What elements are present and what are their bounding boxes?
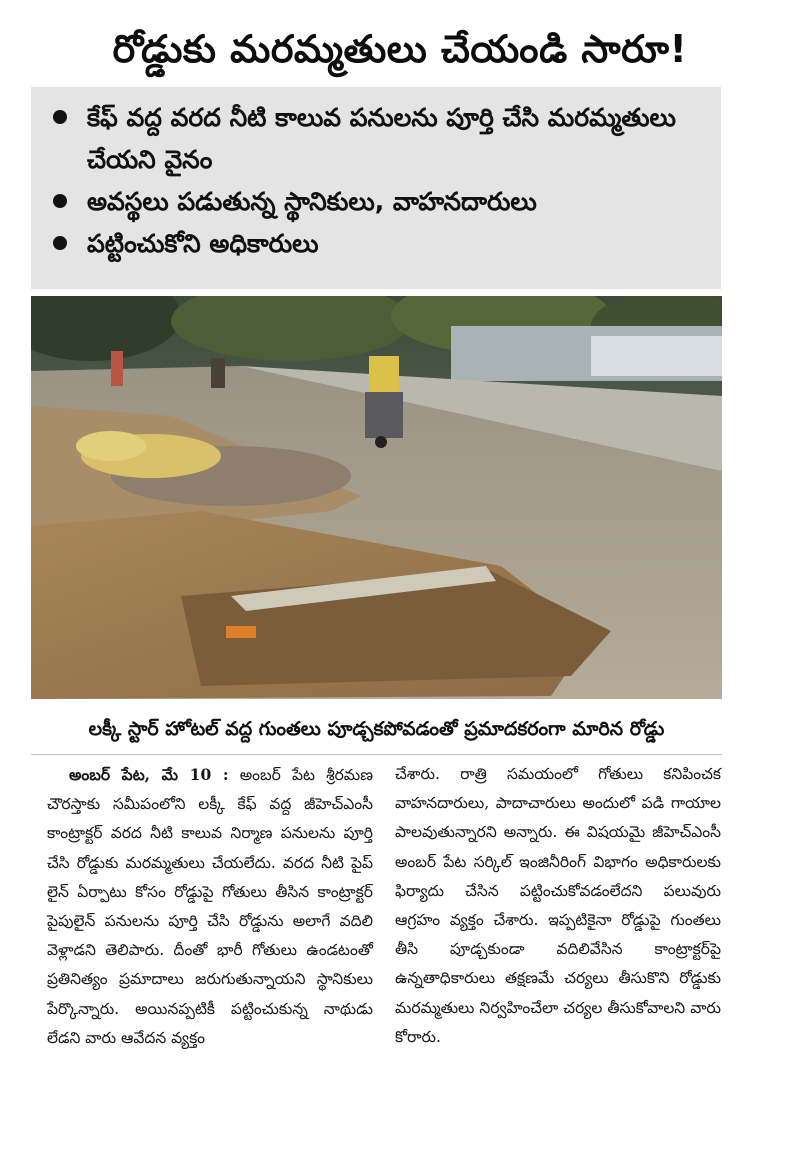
highlight-item [53, 97, 703, 181]
article-column-right [395, 760, 721, 1052]
news-photo [31, 296, 722, 699]
highlight-text: అవస్థలు పడుతున్న స్థానికులు, వాహనదారులు [87, 187, 537, 216]
article-text-left: అంబర్ పేట శ్రీరమణ చౌరస్తాకు సమీపంలోని లక్కీ కేఫ్ వద్ద జీహెచ్ఎంసీ కాంట్రాక్టర్ వరద నీటి కాలువ నిర్మాణ పనులను పూర్తి చేసి రోడ్డుకు మరమ్మతులు చేయలేదు. వరద నీటి పైప్ లైన్ ఏర్పాటు కోసం రోడ్డుపై గోతులు తీసిన కాంట్రాక్టర్ పైపులైన్ పనులను పూర్తి చేసి రోడ్డును అలాగే వదిలి వెళ్లాడని తెలిపారు. దీంతో భారీ గోతులు ఉండటంతో ప్రతినిత్యం ప్రమాదాలు జరుగుతున్నాయని స్థానికులు పేర్కొన్నారు. అయినప్పటికీ పట్టించుకున్న నాథుడు లేడని వారు ఆవేదన వ్యక్తం [47, 766, 373, 1047]
headline: రోడ్డుకు మరమ్మతులు చేయండి సారూ! [112, 27, 688, 71]
article-text-right: చేశారు. రాత్రి సమయంలో గోతులు కనిపించక వాహనదారులు, పాదాచారులు అందులో పడి గాయాల పాలవుతున్నారని అన్నారు. ఈ విషయమై జీహెచ్ఎంసీ అంబర్ పేట సర్కిల్ ఇంజినీరింగ్ విభాగం అధికారులకు ఫిర్యాదు చేసిన పట్టించుకోవడంలేదని పలువురు ఆగ్రహం వ్యక్తం చేశారు. ఇప్పటికైనా రోడ్డుపై గుంతలు తీసి పూడ్చకుండా వదిలివేసిన కాంట్రాక్టర్‌పై ఉన్నతాధికారులు తక్షణమే చర్యలు తీసుకొని రోడ్డుకు మరమ్మతులు నిర్వహించేలా చర్యల తీసుకోవాలని వారు కోరారు. [395, 765, 721, 1046]
bullet-icon [53, 110, 67, 124]
highlight-text: కేఫ్ వద్ద వరద నీటి కాలువ పనులను పూర్తి చేసి మరమ్మతులు చేయని వైనం [87, 103, 676, 174]
highlight-item [53, 223, 703, 265]
article-column-left [47, 760, 373, 1053]
dateline: అంబర్ పేట, మే 10 : [69, 765, 229, 784]
bullet-icon [53, 194, 67, 208]
photo-caption: లక్కీ స్టార్ హోటల్ వద్ద గుంతలు పూడ్చకపోవడంతో ప్రమాదకరంగా మారిన రోడ్డు [88, 718, 665, 740]
bullet-icon [53, 236, 67, 250]
highlight-item [53, 181, 703, 223]
divider [31, 754, 722, 755]
highlights-box [31, 87, 721, 289]
highlight-text: పట్టించుకోని అధికారులు [87, 229, 319, 258]
